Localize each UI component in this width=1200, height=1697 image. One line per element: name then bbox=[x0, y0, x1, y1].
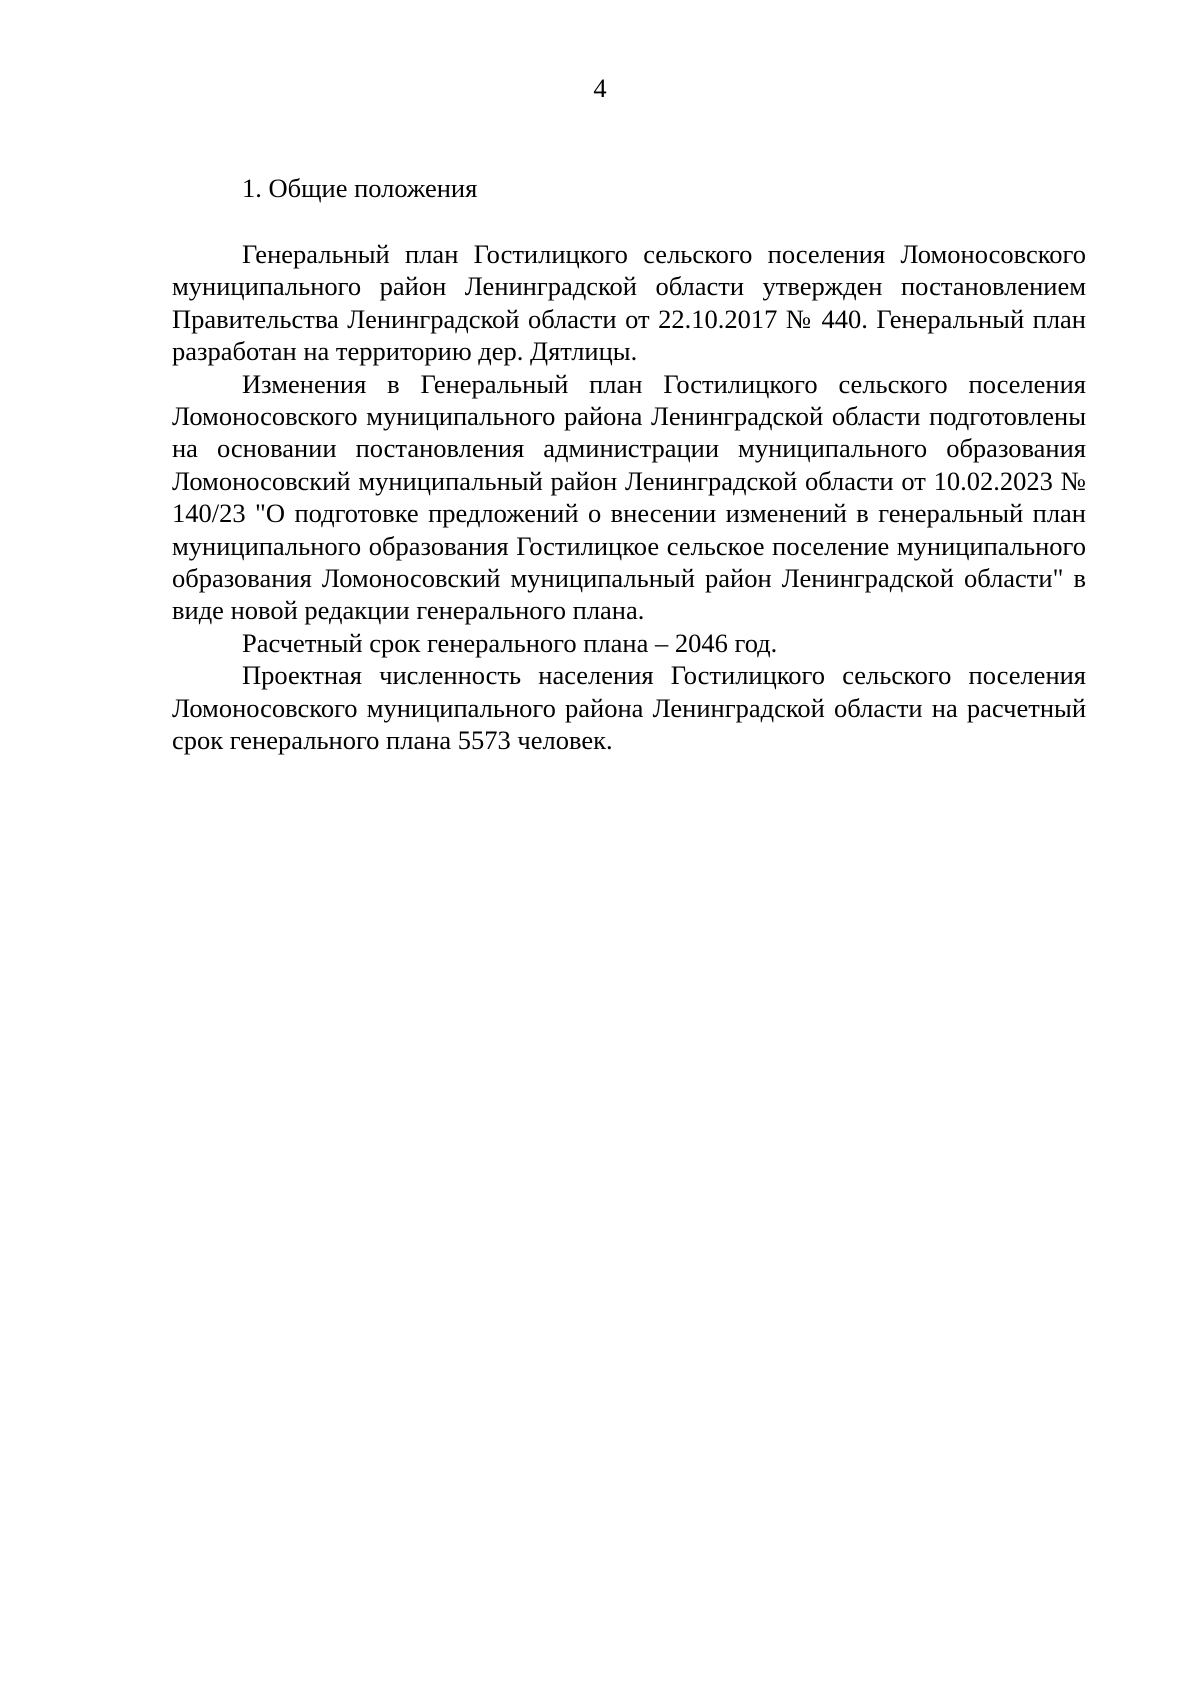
body-text bbox=[172, 238, 1086, 757]
paragraph-projected-population: Проектная численность населения Гостилицкого сельского поселения Ломоносовского муниципального района Ленинградской области на расчетный срок генерального плана 5573 человек. bbox=[172, 660, 1086, 756]
paragraph-changes-basis: Изменения в Генеральный план Гостилицкого сельского поселения Ломоносовского муниципального района Ленинградской области подготовлены на основании постановления администрации муниципального образования Ломоносовский муниципальный район Ленинградской области от 10.02.2023 № 140/23 "О подготовке предложений о внесении изменений в генеральный план муниципального образования Гостилицкое сельское поселение муниципального образования Ломоносовский муниципальный район Ленинградской области" в виде новой редакции генерального плана. bbox=[172, 368, 1086, 626]
paragraph-general-plan-approval: Генеральный план Гостилицкого сельского поселения Ломоносовского муниципального район Ленинградской области утвержден постановлением Правительства Ленинградской области от 22.10.2017 № 440. Генеральный план разработан на территорию дер. Дятлицы. bbox=[172, 239, 1086, 367]
section-heading: 1. Общие положения bbox=[242, 173, 478, 203]
paragraph-estimated-period: Расчетный срок генерального плана – 2046 год. bbox=[242, 627, 778, 658]
page-number: 4 bbox=[593, 73, 607, 103]
